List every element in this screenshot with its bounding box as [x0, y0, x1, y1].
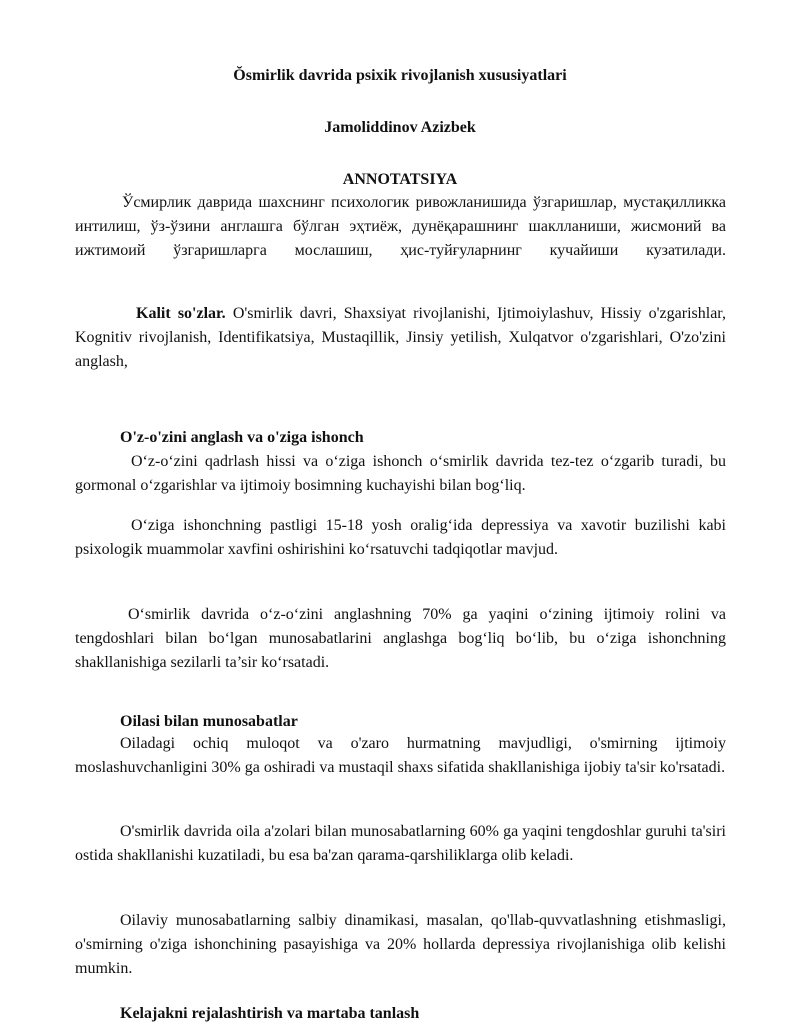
keywords-label: Kalit so'zlar. [136, 305, 226, 322]
paragraph: O‘z-o‘zini qadrlash hissi va o‘ziga ishonch o‘smirlik davrida tez-tez o‘zgarib turadi, bu gormonal o‘zgarishlar va ijtimoiy bosimning kuchayishi bilan bog‘liq. [75, 453, 726, 494]
keywords-text: O'smirlik davri, Shaxsiyat rivojlanishi, Ijtimoiylashuv, Hissiy o'zgarishlar, Kognitiv rivojlanish, Identifikatsiya, Mustaqillik, Jinsiy yetilish, Xulqatvor o'zgarishlari, O'zo'zini anglash, [75, 305, 726, 370]
section-heading-self-awareness: O'z-o'zini anglash va o'ziga ishonch [120, 429, 364, 446]
paragraph: O'smirlik davrida oila a'zolari bilan munosabatlarning 60% ga yaqini tengdoshlar guruhi ta'siri ostida shakllanishi kuzatiladi, bu esa ba'zan qarama-qarshiliklarga olib keladi. [75, 823, 726, 864]
author-name: Jamoliddinov Azizbek [324, 119, 476, 136]
paragraph: O‘smirlik davrida o‘z-o‘zini anglashning 70% ga yaqini o‘zining ijtimoiy rolini va tengdoshlari bilan bo‘lgan munosabatlarini anglashga bog‘liq bo‘lib, bu o‘ziga ishonchning shakllanishiga sezilarli ta’sir ko‘rsatadi. [75, 606, 726, 671]
document-title: Ŏsmirlik davrida psixik rivojlanish xususiyatlari [233, 67, 567, 84]
keywords-paragraph [75, 302, 726, 374]
paragraph: Oiladagi ochiq muloqot va o'zaro hurmatning mavjudligi, o'smirning ijtimoiy moslashuvchanligini 30% ga oshiradi va mustaqil shaxs sifatida shakllanishiga ijobiy ta'sir ko'rsatadi. [75, 735, 726, 776]
paragraph: Oilaviy munosabatlarning salbiy dinamikasi, masalan, qo'llab-quvvatlashning etishmasligi, o'smirning o'ziga ishonchining pasayishiga va 20% hollarda depressiya rivojlanishiga olib kelishi mumkin. [75, 912, 726, 977]
annotation-heading: ANNOTATSIYA [342, 171, 458, 188]
paragraph: O‘ziga ishonchning pastligi 15-18 yosh oralig‘ida depressiya va xavotir buzilishi kabi psixologik muammolar xavfini oshirishini ko‘rsatuvchi tadqiqotlar mavjud. [75, 517, 726, 558]
section-heading-family: Oilasi bilan munosabatlar [120, 713, 298, 730]
section-heading-career: Kelajakni rejalashtirish va martaba tanlash [120, 1005, 420, 1022]
annotation-text: Ўсмирлик даврида шахснинг психологик ривожланишида ўзгаришлар, мустақилликка интилиш, ўз-ўзини англашга бўлган эҳтиёж, дунёқарашнинг шаклланиши, жисмоний ва ижтимоий ўзгаришларга мослашиш, ҳис-туйғуларнинг кучайиши кузатилади. [75, 194, 726, 259]
